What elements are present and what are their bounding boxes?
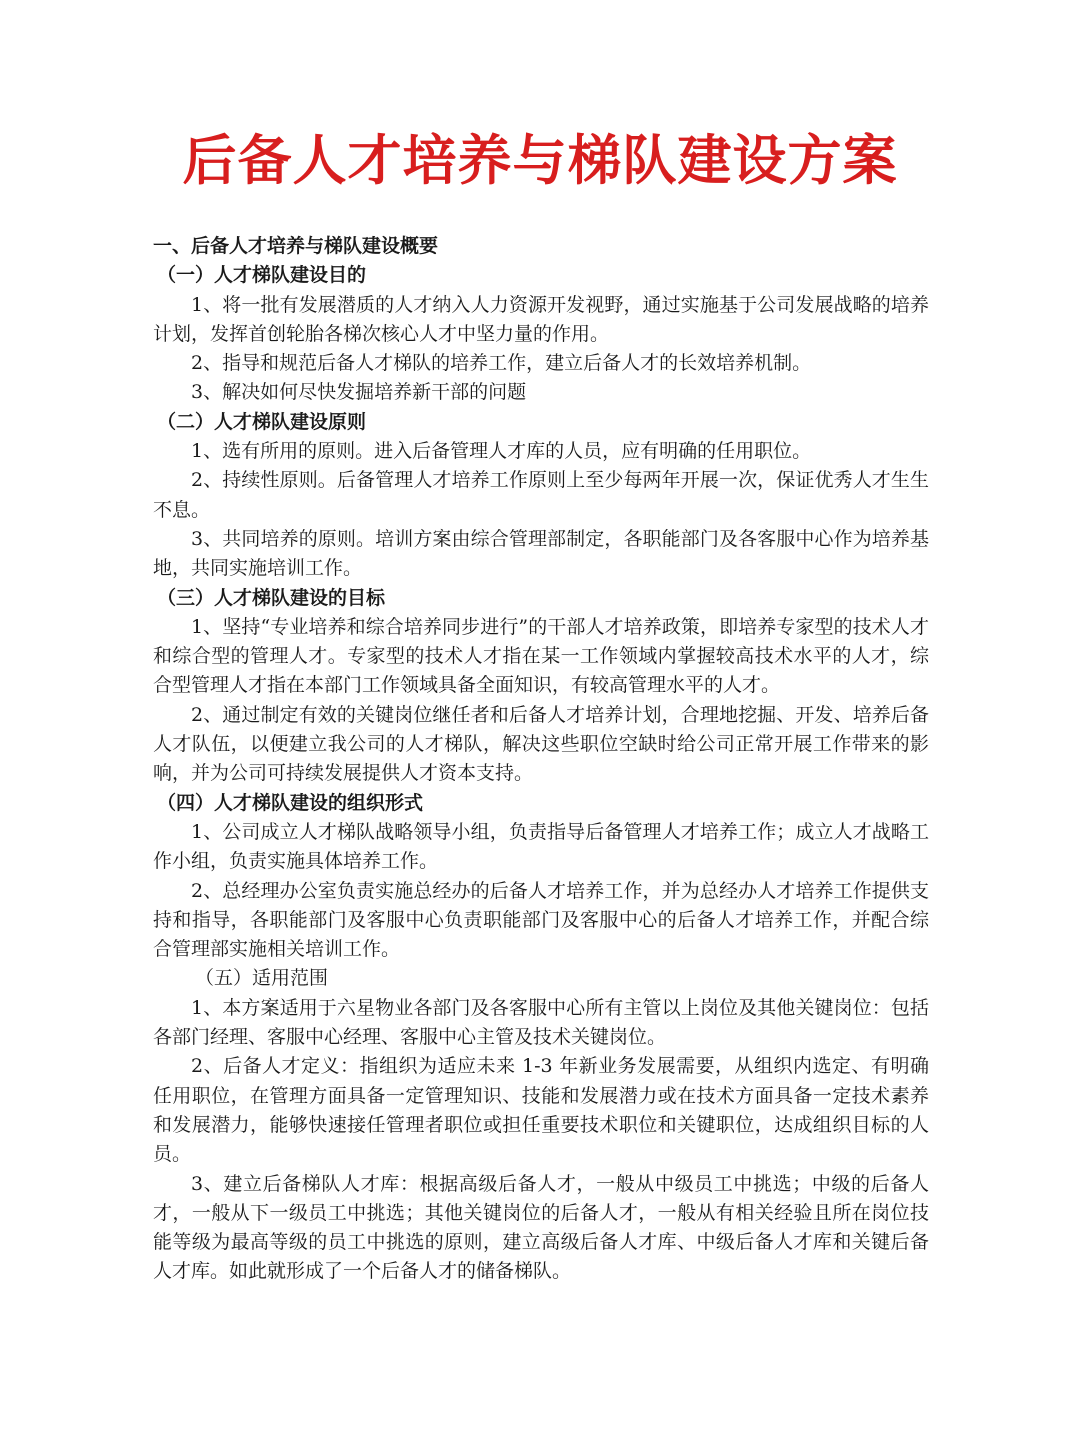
paragraph: 1、选有所用的原则。进入后备管理人才库的人员，应有明确的任用职位。: [191, 440, 812, 463]
document-title: 后备人才培养与梯队建设方案: [182, 129, 898, 192]
paragraph: 1、将一批有发展潜质的人才纳入人力资源开发视野，通过实施基于公司发展战略的培养计划，发挥首创轮胎各梯次核心人才中坚力量的作用。: [153, 293, 929, 345]
section-heading: 一、后备人才培养与梯队建设概要: [153, 235, 439, 257]
subsection-heading: （四）人才梯队建设的组织形式: [157, 791, 424, 814]
subsection-heading: （一）人才梯队建设目的: [157, 264, 367, 287]
paragraph: 1、公司成立人才梯队战略领导小组，负责指导后备管理人才培养工作；成立人才战略工作小组，负责实施具体培养工作。: [153, 820, 929, 873]
paragraph: 3、建立后备梯队人才库：根据高级后备人才，一般从中级员工中挑选；中级的后备人才，一般从下一级员工中挑选；其他关键岗位的后备人才，一般从有相关经验且所在岗位技能等级为最高等级的员工中挑选的原则，建立高级后备人才库、中级后备人才库和关键后备人才库。如此就形成了一个后备人才的储备梯队。: [153, 1172, 929, 1283]
paragraph: 3、共同培养的原则。培训方案由综合管理部制定，各职能部门及各客服中心作为培养基地，共同实施培训工作。: [153, 527, 929, 580]
paragraph: 2、后备人才定义：指组织为适应未来 1-3 年新业务发展需要，从组织内选定、有明确任用职位，在管理方面具备一定管理知识、技能和发展潜力或在技术方面具备一定技术素养和发展潜力，能够快速接任管理者职位或担任重要技术职位和关键职位，达成组织目标的人员。: [153, 1055, 929, 1166]
paragraph: 2、总经理办公室负责实施总经办的后备人才培养工作，并为总经办人才培养工作提供支持和指导，各职能部门及客服中心负责职能部门及客服中心的后备人才培养工作，并配合综合管理部实施相关培训工作。: [153, 879, 929, 961]
paragraph: 3、解决如何尽快发掘培养新干部的问题: [191, 381, 527, 404]
paragraph: 1、坚持“专业培养和综合培养同步进行”的干部人才培养政策，即培养专家型的技术人才和综合型的管理人才。专家型的技术人才指在某一工作领域内掌握较高技术水平的人才，综合型管理人才指在本部门工作领域具备全面知识，有较高管理水平的人才。: [153, 615, 929, 697]
paragraph: 2、通过制定有效的关键岗位继任者和后备人才培养计划，合理地挖掘、开发、培养后备人才队伍，以便建立我公司的人才梯队，解决这些职位空缺时给公司正常开展工作带来的影响，并为公司可持续发展提供人才资本支持。: [153, 703, 929, 785]
paragraph: 2、持续性原则。后备管理人才培养工作原则上至少每两年开展一次，保证优秀人才生生不息。: [153, 469, 929, 521]
paragraph: 2、指导和规范后备人才梯队的培养工作，建立后备人才的长效培养机制。: [191, 352, 812, 375]
document-body: [153, 232, 929, 1287]
subsection-heading: （三）人才梯队建设的目标: [157, 586, 386, 609]
subsection-heading: （二）人才梯队建设原则: [157, 410, 367, 433]
subsection-heading: （五）适用范围: [195, 967, 329, 990]
paragraph: 1、本方案适用于六星物业各部门及各客服中心所有主管以上岗位及其他关键岗位：包括各部门经理、客服中心经理、客服中心主管及技术关键岗位。: [153, 996, 929, 1049]
